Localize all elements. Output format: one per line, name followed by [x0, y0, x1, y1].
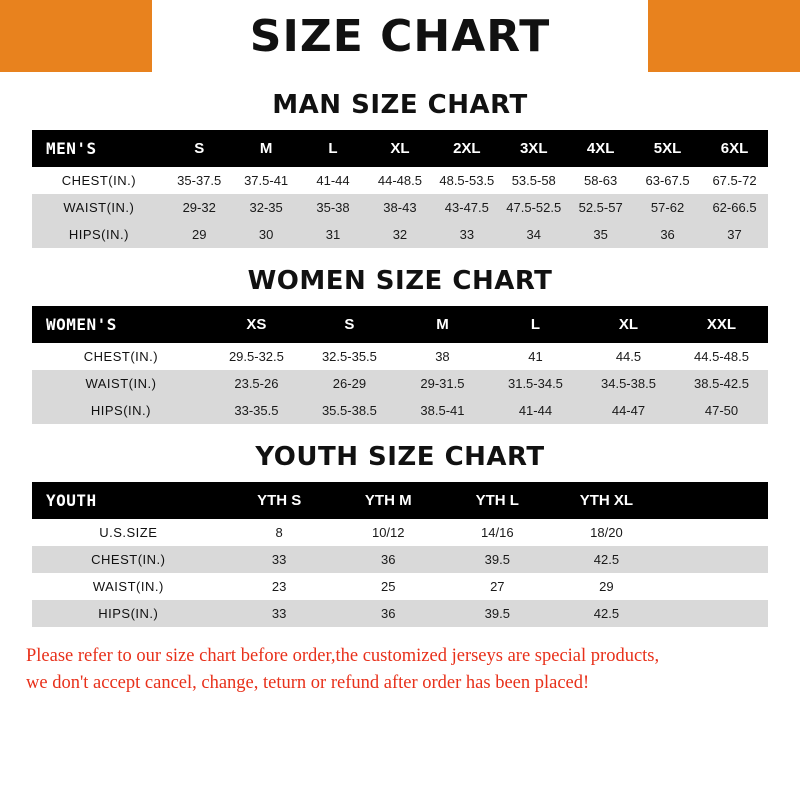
women-hips-xl: 44-47: [582, 397, 675, 424]
youth-chest-l: 39.5: [443, 546, 552, 573]
youth-ussize-spacer: [661, 519, 768, 546]
table-row: [32, 600, 768, 627]
women-chest-l: 41: [489, 343, 582, 370]
table-header-row: [32, 130, 768, 167]
men-chest-4xl: 58-63: [567, 167, 634, 194]
women-waist-l: 31.5-34.5: [489, 370, 582, 397]
men-section-title: MAN SIZE CHART: [272, 90, 528, 120]
men-hips-l: 31: [300, 221, 367, 248]
men-waist-s: 29-32: [166, 194, 233, 221]
men-corner-label: MEN'S: [32, 130, 166, 167]
women-waist-xs: 23.5-26: [210, 370, 303, 397]
men-col-1: S: [166, 130, 233, 167]
men-waist-4xl: 52.5-57: [567, 194, 634, 221]
men-col-7: 4XL: [567, 130, 634, 167]
men-chest-s: 35-37.5: [166, 167, 233, 194]
men-row-label-waist: WAIST(IN.): [32, 194, 166, 221]
men-hips-4xl: 35: [567, 221, 634, 248]
men-chart-wrap: [0, 130, 800, 248]
men-chest-5xl: 63-67.5: [634, 167, 701, 194]
youth-waist-m: 25: [334, 573, 443, 600]
youth-chest-spacer: [661, 546, 768, 573]
table-row: [32, 519, 768, 546]
men-waist-6xl: 62-66.5: [701, 194, 768, 221]
table-row: [32, 573, 768, 600]
youth-hips-xl: 42.5: [552, 600, 661, 627]
women-hips-xs: 33-35.5: [210, 397, 303, 424]
men-chest-m: 37.5-41: [233, 167, 300, 194]
women-hips-s: 35.5-38.5: [303, 397, 396, 424]
youth-row-label-chest: CHEST(IN.): [32, 546, 225, 573]
youth-chest-xl: 42.5: [552, 546, 661, 573]
women-row-label-waist: WAIST(IN.): [32, 370, 210, 397]
youth-chest-m: 36: [334, 546, 443, 573]
men-waist-m: 32-35: [233, 194, 300, 221]
footer-note-line-1: Please refer to our size chart before order,the customized jerseys are special products,: [26, 646, 660, 666]
table-header-row: [32, 306, 768, 343]
table-row: [32, 397, 768, 424]
men-chest-6xl: 67.5-72: [701, 167, 768, 194]
men-row-label-hips: HIPS(IN.): [32, 221, 166, 248]
women-hips-l: 41-44: [489, 397, 582, 424]
women-col-2: S: [303, 306, 396, 343]
men-row-label-chest: CHEST(IN.): [32, 167, 166, 194]
men-hips-3xl: 34: [500, 221, 567, 248]
women-chest-xs: 29.5-32.5: [210, 343, 303, 370]
youth-col-spacer: [661, 482, 768, 519]
footer-note: [0, 627, 800, 697]
men-col-9: 6XL: [701, 130, 768, 167]
youth-chest-s: 33: [225, 546, 334, 573]
women-waist-xl: 34.5-38.5: [582, 370, 675, 397]
women-corner-label: WOMEN'S: [32, 306, 210, 343]
men-chest-3xl: 53.5-58: [500, 167, 567, 194]
youth-col-1: YTH S: [225, 482, 334, 519]
men-hips-s: 29: [166, 221, 233, 248]
youth-ussize-m: 10/12: [334, 519, 443, 546]
men-col-5: 2XL: [433, 130, 500, 167]
youth-ussize-xl: 18/20: [552, 519, 661, 546]
men-waist-5xl: 57-62: [634, 194, 701, 221]
youth-section-title: YOUTH SIZE CHART: [255, 442, 545, 472]
women-col-3: M: [396, 306, 489, 343]
youth-row-label-ussize: U.S.SIZE: [32, 519, 225, 546]
men-col-2: M: [233, 130, 300, 167]
women-row-label-chest: CHEST(IN.): [32, 343, 210, 370]
women-waist-s: 26-29: [303, 370, 396, 397]
men-chest-2xl: 48.5-53.5: [433, 167, 500, 194]
table-row: [32, 343, 768, 370]
table-row: [32, 194, 768, 221]
youth-waist-spacer: [661, 573, 768, 600]
women-col-1: XS: [210, 306, 303, 343]
women-col-4: L: [489, 306, 582, 343]
youth-ussize-s: 8: [225, 519, 334, 546]
table-row: [32, 221, 768, 248]
table-row: [32, 167, 768, 194]
men-col-6: 3XL: [500, 130, 567, 167]
youth-col-2: YTH M: [334, 482, 443, 519]
youth-waist-s: 23: [225, 573, 334, 600]
men-chest-xl: 44-48.5: [366, 167, 433, 194]
women-chest-xxl: 44.5-48.5: [675, 343, 768, 370]
youth-row-label-hips: HIPS(IN.): [32, 600, 225, 627]
youth-hips-m: 36: [334, 600, 443, 627]
men-waist-2xl: 43-47.5: [433, 194, 500, 221]
youth-corner-label: YOUTH: [32, 482, 225, 519]
youth-waist-l: 27: [443, 573, 552, 600]
table-row: [32, 546, 768, 573]
header-banner: [0, 0, 800, 72]
women-size-table: [32, 306, 768, 424]
men-col-3: L: [300, 130, 367, 167]
table-header-row: [32, 482, 768, 519]
men-hips-m: 30: [233, 221, 300, 248]
women-section-title: WOMEN SIZE CHART: [247, 266, 553, 296]
men-hips-5xl: 36: [634, 221, 701, 248]
women-chest-xl: 44.5: [582, 343, 675, 370]
women-row-label-hips: HIPS(IN.): [32, 397, 210, 424]
women-hips-xxl: 47-50: [675, 397, 768, 424]
youth-hips-l: 39.5: [443, 600, 552, 627]
men-col-4: XL: [366, 130, 433, 167]
women-waist-m: 29-31.5: [396, 370, 489, 397]
youth-row-label-waist: WAIST(IN.): [32, 573, 225, 600]
women-chest-m: 38: [396, 343, 489, 370]
youth-chart-wrap: [0, 482, 800, 627]
women-hips-m: 38.5-41: [396, 397, 489, 424]
men-size-table: [32, 130, 768, 248]
youth-hips-spacer: [661, 600, 768, 627]
men-waist-xl: 38-43: [366, 194, 433, 221]
page-title: SIZE CHART: [249, 10, 551, 62]
youth-waist-xl: 29: [552, 573, 661, 600]
youth-col-4: YTH XL: [552, 482, 661, 519]
youth-size-table: [32, 482, 768, 627]
men-hips-2xl: 33: [433, 221, 500, 248]
men-hips-xl: 32: [366, 221, 433, 248]
men-hips-6xl: 37: [701, 221, 768, 248]
women-chart-wrap: [0, 306, 800, 424]
youth-col-3: YTH L: [443, 482, 552, 519]
youth-hips-s: 33: [225, 600, 334, 627]
men-col-8: 5XL: [634, 130, 701, 167]
women-col-6: XXL: [675, 306, 768, 343]
youth-ussize-l: 14/16: [443, 519, 552, 546]
women-chest-s: 32.5-35.5: [303, 343, 396, 370]
women-col-5: XL: [582, 306, 675, 343]
men-waist-3xl: 47.5-52.5: [500, 194, 567, 221]
men-chest-l: 41-44: [300, 167, 367, 194]
women-waist-xxl: 38.5-42.5: [675, 370, 768, 397]
footer-note-line-2: we don't accept cancel, change, teturn or refund after order has been placed!: [26, 672, 590, 693]
men-waist-l: 35-38: [300, 194, 367, 221]
table-row: [32, 370, 768, 397]
